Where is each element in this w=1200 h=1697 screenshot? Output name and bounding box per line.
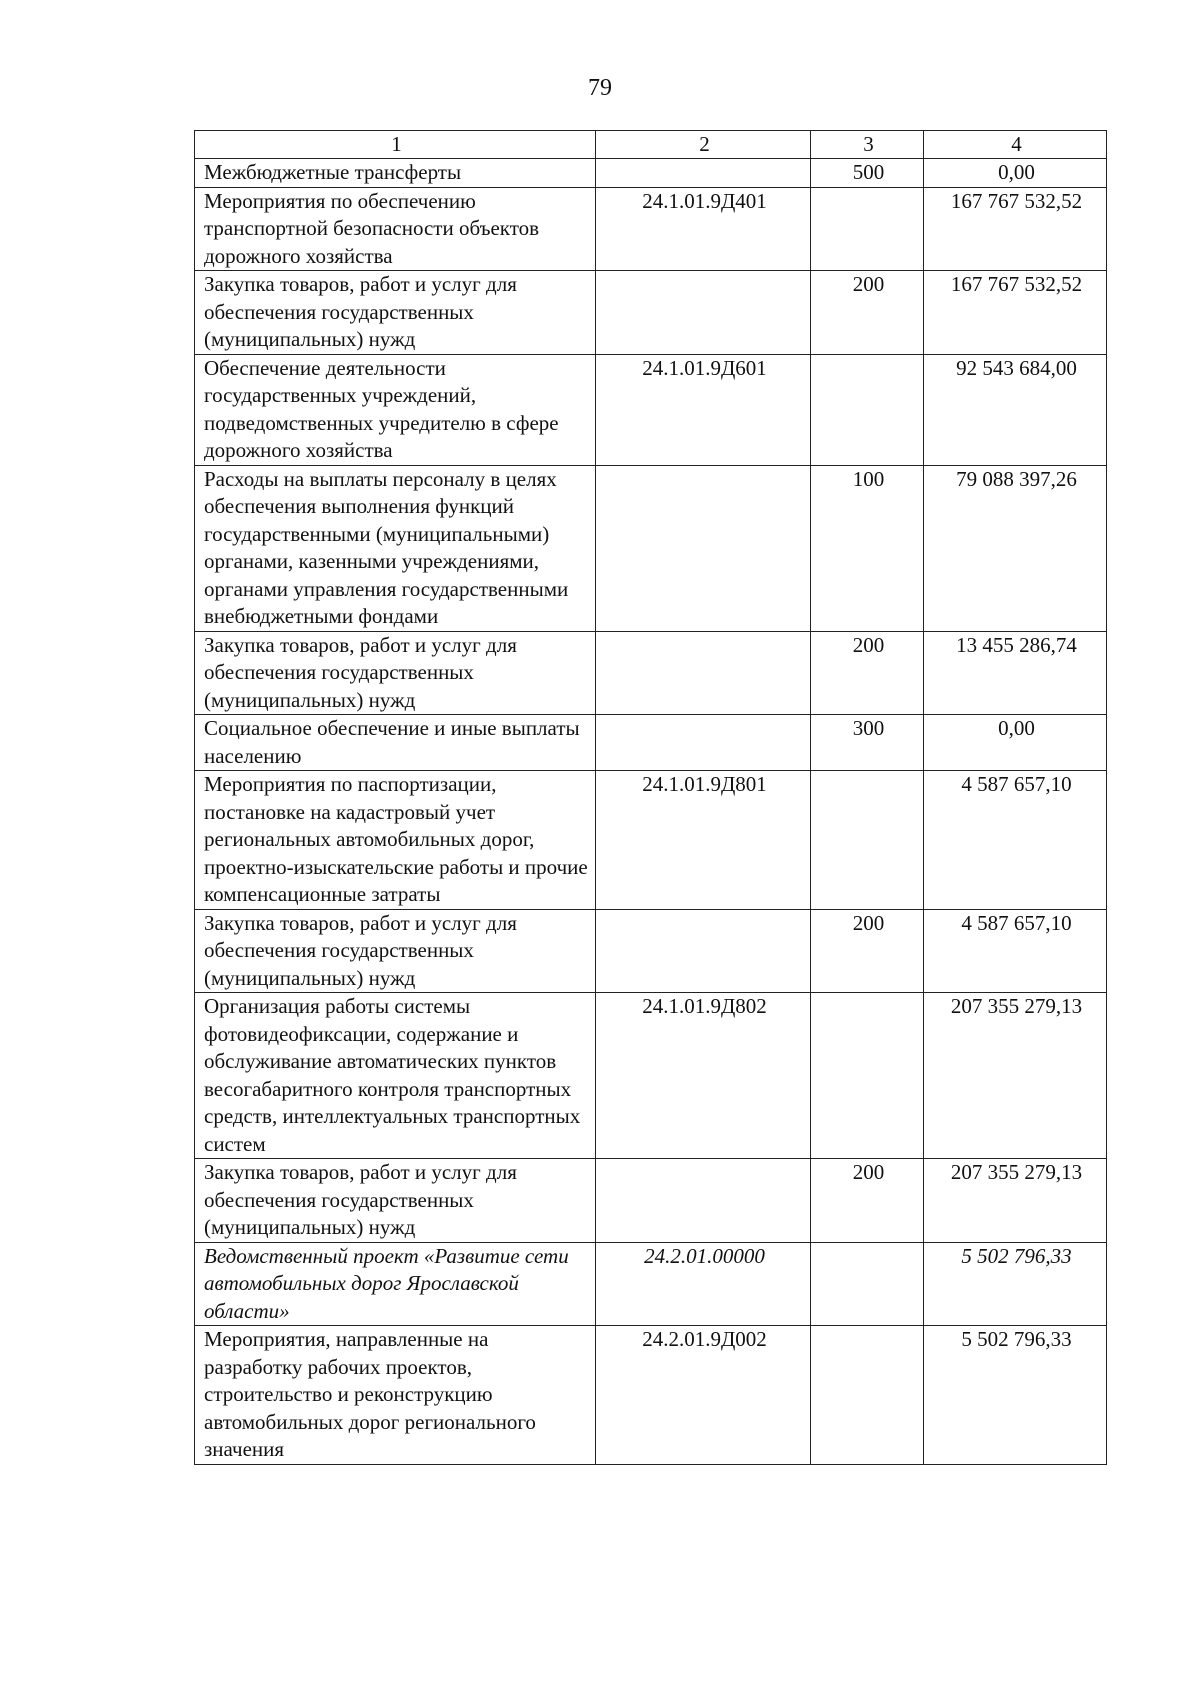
column-header-4: 4 [924,131,1107,159]
column-header-2: 2 [596,131,811,159]
row-name-cell: Обеспечение деятельности государственных учреждений, подведомственных учредителю в сфере дорожного хозяйства [195,354,596,465]
row-name-cell: Межбюджетные трансферты [195,159,596,188]
table-row [195,465,1107,631]
row-type-cell: 200 [811,909,924,993]
table-row [195,187,1107,271]
row-type-cell: 300 [811,715,924,771]
row-amount-cell: 4 587 657,10 [924,909,1107,993]
table-row [195,771,1107,910]
row-name-cell: Организация работы системы фотовидеофиксации, содержание и обслуживание автоматических пунктов весогабаритного контроля транспортных средств, интеллектуальных транспортных систем [195,993,596,1159]
row-name-cell: Закупка товаров, работ и услуг для обеспечения государственных (муниципальных) нужд [195,1159,596,1243]
table-row [195,1159,1107,1243]
row-amount-cell: 0,00 [924,715,1107,771]
row-code-cell [596,465,811,631]
row-type-cell [811,1326,924,1465]
row-code-cell: 24.1.01.9Д601 [596,354,811,465]
row-code-cell [596,271,811,355]
row-code-cell [596,715,811,771]
row-type-cell [811,354,924,465]
row-type-cell: 200 [811,631,924,715]
page-number: 79 [588,75,612,101]
row-amount-cell: 79 088 397,26 [924,465,1107,631]
row-code-cell [596,631,811,715]
row-amount-cell: 4 587 657,10 [924,771,1107,910]
row-amount-cell: 13 455 286,74 [924,631,1107,715]
row-type-cell: 100 [811,465,924,631]
column-header-3: 3 [811,131,924,159]
row-code-cell: 24.1.01.9Д801 [596,771,811,910]
row-name-cell: Закупка товаров, работ и услуг для обеспечения государственных (муниципальных) нужд [195,909,596,993]
row-code-cell: 24.2.01.9Д002 [596,1326,811,1465]
row-name-cell: Мероприятия, направленные на разработку рабочих проектов, строительство и реконструкцию автомобильных дорог регионального значения [195,1326,596,1465]
row-name-cell: Ведомственный проект «Развитие сети автомобильных дорог Ярославской области» [195,1242,596,1326]
row-amount-cell: 167 767 532,52 [924,271,1107,355]
table-row [195,354,1107,465]
row-amount-cell: 5 502 796,33 [924,1242,1107,1326]
row-amount-cell: 0,00 [924,159,1107,188]
table-row [195,631,1107,715]
row-type-cell [811,1242,924,1326]
row-amount-cell: 207 355 279,13 [924,993,1107,1159]
budget-table [194,130,1107,1465]
row-type-cell [811,187,924,271]
row-code-cell [596,909,811,993]
table-row [195,159,1107,188]
table-row [195,715,1107,771]
row-name-cell: Социальное обеспечение и иные выплаты населению [195,715,596,771]
row-type-cell: 200 [811,1159,924,1243]
row-amount-cell: 5 502 796,33 [924,1326,1107,1465]
row-code-cell: 24.2.01.00000 [596,1242,811,1326]
row-name-cell: Закупка товаров, работ и услуг для обеспечения государственных (муниципальных) нужд [195,631,596,715]
row-name-cell: Расходы на выплаты персоналу в целях обеспечения выполнения функций государственными (муниципальными) органами, казенными учреждениями, органами управления государственными внебюджетными фондами [195,465,596,631]
table-row [195,1242,1107,1326]
table-row [195,271,1107,355]
table-row [195,993,1107,1159]
row-name-cell: Закупка товаров, работ и услуг для обеспечения государственных (муниципальных) нужд [195,271,596,355]
row-code-cell [596,1159,811,1243]
row-code-cell [596,159,811,188]
row-amount-cell: 167 767 532,52 [924,187,1107,271]
row-type-cell: 500 [811,159,924,188]
table-row [195,1326,1107,1465]
row-type-cell: 200 [811,271,924,355]
row-code-cell: 24.1.01.9Д401 [596,187,811,271]
table-row [195,909,1107,993]
row-code-cell: 24.1.01.9Д802 [596,993,811,1159]
column-header-1: 1 [195,131,596,159]
header-row [195,131,1107,159]
row-type-cell [811,993,924,1159]
row-name-cell: Мероприятия по обеспечению транспортной безопасности объектов дорожного хозяйства [195,187,596,271]
row-name-cell: Мероприятия по паспортизации, постановке на кадастровый учет региональных автомобильных дорог, проектно-изыскательские работы и прочие компенсационные затраты [195,771,596,910]
table-body [195,159,1107,1465]
row-amount-cell: 207 355 279,13 [924,1159,1107,1243]
row-type-cell [811,771,924,910]
row-amount-cell: 92 543 684,00 [924,354,1107,465]
